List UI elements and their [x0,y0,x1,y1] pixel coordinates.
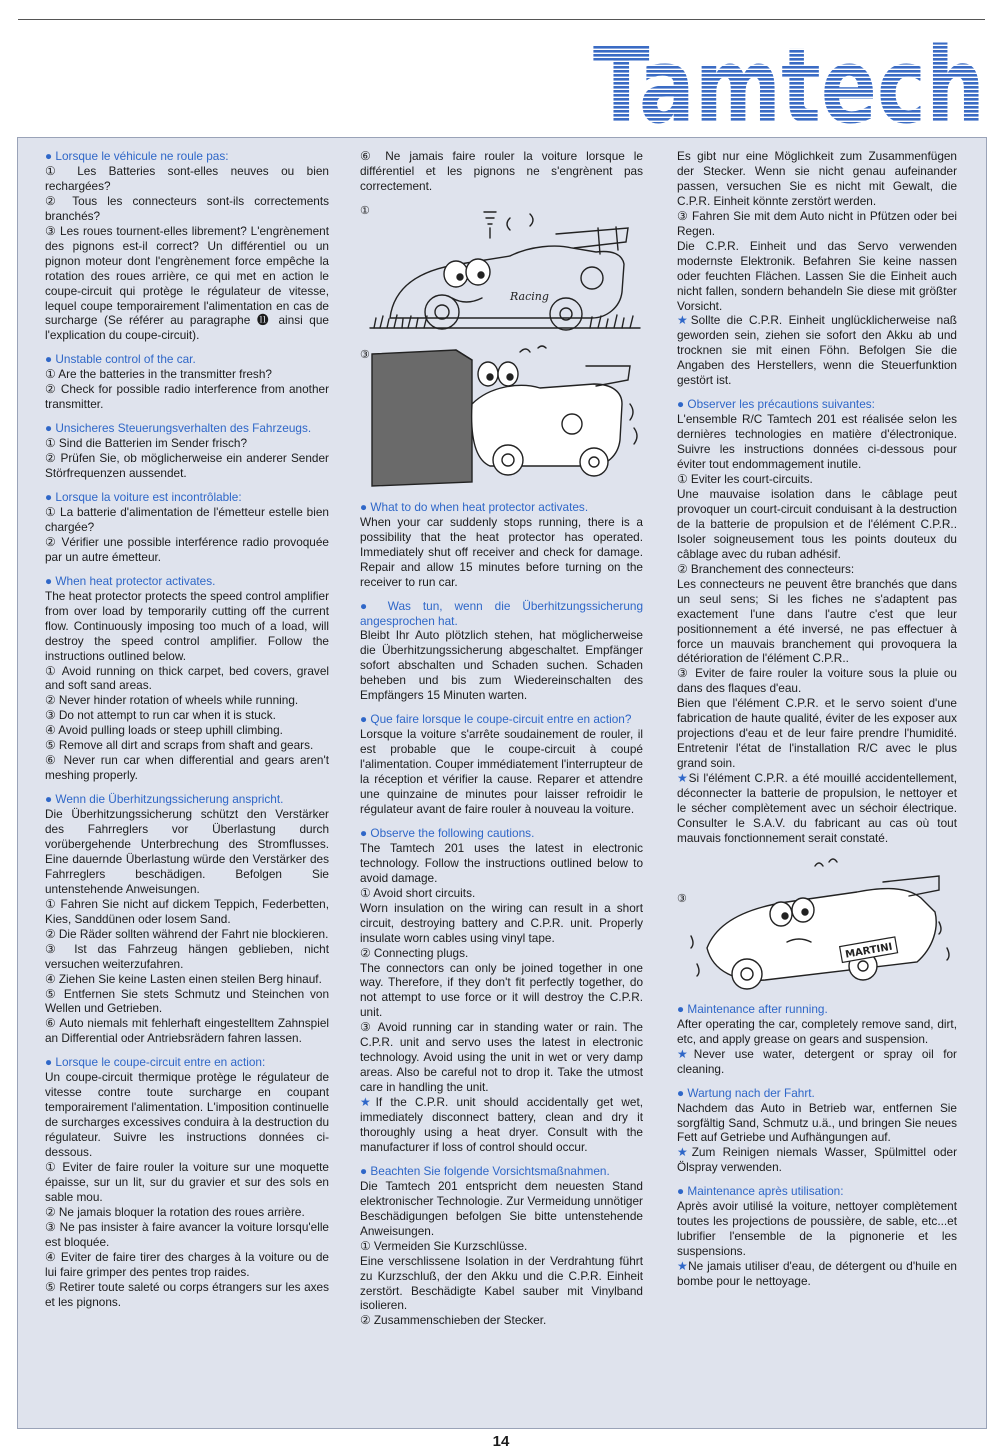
figure-number: ③ [677,892,687,905]
body-paragraph: Die C.P.R. Einheit und das Servo verwenden modernste Elektronik. Befahren Sie keine nassen oder feuchten Flächen. Lassen Sie die Einheit auch nicht fallen, sondern behandeln Sie diese mit größter Vorsicht. [677,238,957,313]
body-paragraph: ① Les Batteries sont-elles neuves ou bien rechargées? [45,163,329,193]
section-heading: ● Wartung nach der Fahrt. [677,1086,957,1101]
star-icon: ★ [677,313,691,328]
body-paragraph: ⑤ Remove all dirt and scraps from shaft and gears. [45,738,314,753]
body-paragraph: Nachdem das Auto in Betrieb war, entfernen Sie sorgfältig Sand, Schmutz u.ä., und bringen Sie neues Fett auf Getriebe und Aufhängungen auf. [677,1100,957,1145]
section-heading: ● Observe the following cautions. [360,826,643,841]
star-icon: ★ [677,1145,692,1160]
section-heading: ● Beachten Sie folgende Vorsichtsmaßnahmen. [360,1164,643,1179]
note-paragraph: ★Never use water, detergent or spray oil for cleaning. [677,1046,957,1076]
body-paragraph: ② Tous les connecteurs sont-ils correctements branchés? [45,193,329,223]
body-paragraph: ① Fahren Sie nicht auf dickem Teppich, Federbetten, Kies, Sanddünen oder losem Sand. [45,896,329,926]
body-paragraph: Die Tamtech 201 entspricht dem neuesten Stand elektronischer Technologie. Zur Vermeidung unnötiger Beschädigungen befolgen Sie bitte untenstehende Anweisungen. [360,1178,643,1238]
section-heading: ● Observer les précautions suivantes: [677,397,957,412]
car-decal-text: MARTINI [844,941,894,961]
body-paragraph: ③ Ist das Fahrzeug hängen geblieben, nicht versuchen weiterzufahren. [45,941,329,971]
body-paragraph: ② Branchement des connecteurs: [677,561,855,576]
body-paragraph: ③ Ne pas insister à faire avancer la voiture lorsqu'elle est bloquée. [45,1219,329,1249]
body-paragraph: ⑤ Retirer toute saleté ou corps étrangers sur les axes et les pignons. [45,1279,329,1309]
body-paragraph: The connectors can only be joined together in one way. Therefore, if they don't fit perfectly together, do not attempt to use force or it will destroy the C.P.R. unit. [360,960,643,1020]
body-paragraph: ③ Avoid running car in standing water or rain. The C.P.R. unit and servo uses the latest in electronic technology. Avoid using the unit in wet or very damp areas. Also be careful not to drop it. Take the utmost care in handling the unit. [360,1020,643,1095]
body-paragraph: ① Are the batteries in the transmitter fresh? [45,367,272,382]
section-heading: ● What to do when heat protector activates. [360,500,643,515]
body-paragraph: After operating the car, completely remove sand, dirt, etc, and apply grease on gears and suspension. [677,1016,957,1046]
body-paragraph: Bien que l'élément C.P.R. et le servo soient d'une fabrication de haute qualité, éviter de les exposer aux projections d'eau et de leur faire prendre l'humidité. Entretenir l'état de l'installation R/C avec le plus grand soin. [677,696,957,771]
star-icon: ★ [677,771,689,786]
body-paragraph: ② Check for possible radio interference from another transmitter. [45,382,329,412]
body-paragraph: ⑥ Ne jamais faire rouler la voiture lorsque le différentiel et les pignons ne s'engrènent pas correctement. [360,149,643,193]
column-3 [677,149,957,1289]
body-paragraph: ③ Fahren Sie mit dem Auto nicht in Pfützen oder bei Regen. [677,208,957,238]
body-paragraph: ② Never hinder rotation of wheels while running. [45,693,299,708]
star-icon: ★ [360,1095,376,1110]
body-paragraph: ① Eviter les court-circuits. [677,472,813,487]
body-paragraph: Après avoir utilisé la voiture, nettoyer complètement toutes les projections de poussière, de sable, etc...et lubrifier l'ensemble de la pignonerie et les suspensions. [677,1199,957,1259]
body-paragraph: ② Die Räder sollten während der Fahrt nie blockieren. [45,926,329,941]
car-decal-text: Racing [510,289,549,303]
body-paragraph: ① La batterie d'alimentation de l'émetteur estelle bien chargée? [45,504,329,534]
body-paragraph: ③ Eviter de faire rouler la voiture sous la pluie ou dans des flaques d'eau. [677,666,957,696]
brand-name: Tamtech [593,30,985,130]
section-heading: ● Lorsque la voiture est incontrôlable: [45,490,329,505]
body-paragraph: Worn insulation on the wiring can result in a short circuit, destroying battery and C.P.R. unit. Properly insulate worn cables using vinyl tape. [360,900,643,945]
figure-wet-car [677,852,957,998]
body-paragraph: ② Vérifier une possible interférence radio provoquée par un autre émetteur. [45,534,329,564]
body-paragraph: ② Connecting plugs. [360,945,469,960]
figure-number: ① [360,204,370,217]
body-paragraph: ⑥ Auto niemals mit fehlerhaft eingestelltem Zahnspiel an Differential oder Antriebsrädern fahren lassen. [45,1016,329,1046]
figure-wall-crash [360,344,643,496]
body-paragraph: When your car suddenly stops running, there is a possibility that the heat protector has operated. Immediately shut off receiver and check for damage. Repair and allow 15 minutes before turning on the receiver to run car. [360,514,643,589]
figure-number: ③ [360,348,370,361]
body-paragraph: ① Avoid short circuits. [360,885,476,900]
note-paragraph: ★Zum Reinigen niemals Wasser, Spülmittel oder Ölspray verwenden. [677,1145,957,1175]
body-paragraph: ④ Ziehen Sie keine Lasten einen steilen Berg hinauf. [45,971,322,986]
body-paragraph: ④ Eviter de faire tirer des charges à la voiture ou de lui faire grimper des pentes trop raides. [45,1249,329,1279]
section-heading: ● Unstable control of the car. [45,352,329,367]
section-heading: ● Maintenance after running. [677,1002,957,1017]
top-rule [18,19,985,20]
body-paragraph: ② Prüfen Sie, ob möglicherweise ein anderer Sender Störfrequenzen aussendet. [45,451,329,481]
body-paragraph: ① Eviter de faire rouler la voiture sur une moquette épaisse, sur un lit, sur du gravier et sur des sols en sable mou. [45,1160,329,1204]
body-paragraph: ② Ne jamais bloquer la rotation des roues arrière. [45,1204,305,1219]
body-paragraph: Lorsque la voiture s'arrête soudainement de rouler, il est probable que le coupe-circuit à coupé l'alimentation. Couper immédiatement l'interrupteur de la réception et vérifier la cause. Reparer et attendre une quinzaine de minutes pour laisser refroidir le régulateur avant de faire rouler à nouveau la voiture. [360,727,643,816]
column-1 [45,149,329,1310]
section-heading: ● Was tun, wenn die Überhitzungssicherung angesprochen hat. [360,599,643,629]
note-paragraph: ★Sollte die C.P.R. Einheit unglücklicherweise naß geworden sein, ziehen sie sofort den Akku ab und trocknen sie mit einen Föhn. Befolgen Sie die Angaben des Herstellers, wenn die Steuerfunktion gestört ist. [677,313,958,388]
body-paragraph: ⑥ Never run car when differential and gears aren't meshing properly. [45,753,329,783]
cartoon-car-wall-illustration [360,344,643,496]
body-paragraph: The Tamtech 201 uses the latest in electronic technology. Follow the instructions outlined below to avoid damage. [360,840,643,885]
tamtech-logo [592,30,987,130]
cartoon-car-water-illustration [677,852,957,998]
note-paragraph: ★If the C.P.R. unit should accidentally get wet, immediately disconnect battery, clean and dry it thoroughly using a heat dryer. Consult with the manufacturer if loss of control should occur. [360,1095,643,1154]
body-paragraph: L'ensemble R/C Tamtech 201 est réalisée selon les dernières technologies en matière d'électronique. Suivre les instructions données ci-dessous pour éviter tout endommagement inutile. [677,412,957,472]
body-paragraph: Die Überhitzungssicherung schützt den Verstärker des Fahrreglers vor Überlastung durch vorübergehende Unterbrechung des Stromflusses. Eine dauernde Überlastung würde den Verstärker des Fahrreglers beschädigen. Befolgen Sie untenstehende Anweisungen. [45,807,329,896]
column-2 [360,149,643,1328]
body-paragraph: ③ Les roues tournent-elles librement? L'engrènement des pignons est-il correct? Un différentiel ou un pignon moteur dont l'engrènement force empêche la rotation des roues arrière, ce qui met en action le coupe-circuit qui protège le régulateur de vitesse, lequel coupe temporairement l'alimentation en cas de surcharge (Se référer au paragraphe ⓫ ainsi que l'explication du coupe-circuit). [45,223,329,343]
body-paragraph: ① Vermeiden Sie Kurzschlüsse. [360,1238,528,1253]
section-heading: ● Lorsque le véhicule ne roule pas: [45,149,329,164]
body-paragraph: Une mauvaise isolation dans le câblage peut provoquer un court-circuit conduisant à la destruction de la batterie de propulsion et de l'élément C.P.R.. Isoler soigneusement tous les points douteux du câblage avec du ruban adhésif. [677,486,957,561]
body-paragraph: Un coupe-circuit thermique protège le régulateur de vitesse contre toute surcharge en coupant temporairement l'alimentation. L'imposition continuelle de surcharges excessives conduira à la destruction du régulateur. Suivre les instructions données ci-dessous. [45,1070,329,1160]
section-heading: ● Lorsque le coupe-circuit entre en action: [45,1055,329,1070]
body-paragraph: ⑤ Entfernen Sie stets Schmutz und Steinchen von Wellen und Getrieben. [45,986,329,1016]
section-heading: ● Wenn die Überhitzungssicherung anspricht. [45,792,329,807]
body-paragraph: ④ Avoid pulling loads or steep uphill climbing. [45,723,283,738]
section-heading: ● Que faire lorsque le coupe-circuit entre en action? [360,712,643,727]
section-heading: ● When heat protector activates. [45,574,329,589]
body-paragraph: ② Zusammenschieben der Stecker. [360,1313,547,1328]
body-paragraph: ③ Do not attempt to run car when it is stuck. [45,708,276,723]
section-heading: ● Maintenance après utilisation: [677,1184,957,1199]
star-icon: ★ [677,1046,694,1061]
cartoon-car-grass-illustration [360,200,643,338]
note-paragraph: ★Si l'élément C.P.R. a été mouillé accidentellement, déconnecter la batterie de propulsion, le nettoyer et le sécher complètement avec un séchoir électrique. Consulter le S.A.V. du fabricant au cas où tout mauvais fonctionnement serait constaté. [677,771,958,845]
body-paragraph: Les connecteurs ne peuvent être branchés que dans un seul sens; Si les fiches ne s'adaptent pas exactement l'une dans l'autre c'est que leur positionnement a été inversé, ne pas effectuer à force un mauvais branchement qui provoquera la détérioration de l'élément C.P.R.. [677,576,957,666]
body-paragraph: Es gibt nur eine Möglichkeit zum Zusammenfügen der Stecker. Wenn sie nicht genau aufeinander passen, versuchen Sie es nicht mit Gewalt, die C.P.R. Einheit könnte zerstört werden. [677,149,957,208]
star-icon: ★ [677,1259,689,1274]
section-heading: ● Unsicheres Steuerungsverhalten des Fahrzeugs. [45,421,329,436]
page-number: 14 [492,1433,510,1450]
note-paragraph: ★Ne jamais utiliser d'eau, de détergent ou d'huile en bombe pour le nettoyage. [677,1259,957,1289]
body-paragraph: The heat protector protects the speed control amplifier from over load by temporarily cutting off the current flow. Continuously imposing too much of a load, will destroy the speed control amplifier. Follow the instructions outlined below. [45,588,329,663]
body-paragraph: ① Sind die Batterien im Sender frisch? [45,436,248,451]
body-paragraph: ① Avoid running on thick carpet, bed covers, gravel and soft sand areas. [45,663,329,693]
body-paragraph: Eine verschlissene Isolation in der Verdrahtung führt zu Kurzschluß, der den Akku und die C.P.R. Einheit zerstört. Beschädigte Kabel sauber mit Vinylband isolieren. [360,1253,643,1313]
body-paragraph: Bleibt Ihr Auto plötzlich stehen, hat möglicherweise die Überhitzungssicherung abgeschaltet. Empfänger sofort abschalten und Schaden suchen. Schaden beheben und bis zum Wiedereinschalten des Empfängers 15 Minuten warten. [360,628,643,703]
figure-stuck-car [360,200,643,338]
